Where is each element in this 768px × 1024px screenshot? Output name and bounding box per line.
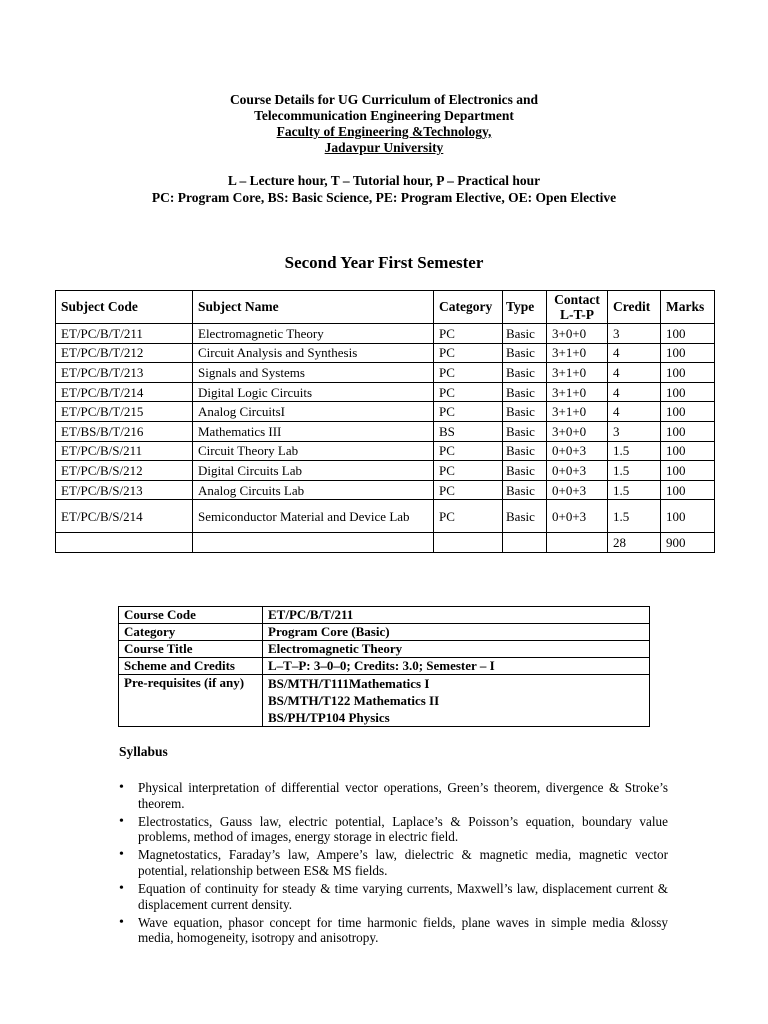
table-row xyxy=(56,500,715,533)
cell-total-marks: 900 xyxy=(661,533,715,553)
course-code-row xyxy=(119,607,650,624)
syllabus-title: Syllabus xyxy=(119,744,168,759)
cell-subject-name: Mathematics III xyxy=(193,421,434,441)
cell-subject-name: Digital Circuits Lab xyxy=(193,461,434,481)
document-header xyxy=(0,92,768,156)
table-row xyxy=(56,461,715,481)
cell-credit: 4 xyxy=(608,343,661,363)
cell-empty xyxy=(56,533,193,553)
cell-subject-code: ET/PC/B/S/214 xyxy=(56,500,193,533)
cell-type: Basic xyxy=(503,343,547,363)
cell-ltp: 3+1+0 xyxy=(547,363,608,383)
header-credit: Credit xyxy=(608,291,661,324)
table-row xyxy=(56,324,715,344)
cell-category: PC xyxy=(434,343,503,363)
syllabus-item: • Physical interpretation of differential vector operations, Green’s theorem, divergence & Stroke’s theorem. xyxy=(138,780,668,811)
cell-credit: 3 xyxy=(608,324,661,344)
header-line-1: Course Details for UG Curriculum of Electronics and xyxy=(229,92,539,107)
header-contact-line-1: Contact xyxy=(554,292,600,307)
table-row xyxy=(56,402,715,422)
cell-ltp: 3+0+0 xyxy=(547,324,608,344)
cell-marks: 100 xyxy=(661,402,715,422)
cell-subject-code: ET/PC/B/T/215 xyxy=(56,402,193,422)
cell-type: Basic xyxy=(503,402,547,422)
cell-marks: 100 xyxy=(661,382,715,402)
cell-ltp: 3+1+0 xyxy=(547,343,608,363)
header-category: Category xyxy=(434,291,503,324)
header-line-2: Telecommunication Engineering Department xyxy=(254,108,514,123)
cell-ltp: 0+0+3 xyxy=(547,480,608,500)
header-line-4: Jadavpur University xyxy=(324,140,444,155)
cell-subject-name: Analog Circuits Lab xyxy=(193,480,434,500)
cell-marks: 100 xyxy=(661,480,715,500)
cell-type: Basic xyxy=(503,421,547,441)
cell-credit: 4 xyxy=(608,363,661,383)
table-row xyxy=(56,382,715,402)
cell-ltp: 3+0+0 xyxy=(547,421,608,441)
cell-subject-code: ET/PC/B/S/211 xyxy=(56,441,193,461)
cell-subject-name: Circuit Analysis and Synthesis xyxy=(193,343,434,363)
cell-subject-code: ET/PC/B/T/214 xyxy=(56,382,193,402)
cell-type: Basic xyxy=(503,480,547,500)
cell-ltp: 3+1+0 xyxy=(547,402,608,422)
cell-category: PC xyxy=(434,500,503,533)
cell-category: PC xyxy=(434,324,503,344)
cell-marks: 100 xyxy=(661,441,715,461)
cell-ltp: 0+0+3 xyxy=(547,461,608,481)
cell-total-credit: 28 xyxy=(608,533,661,553)
cell-category: BS xyxy=(434,421,503,441)
semester-course-table xyxy=(55,290,715,553)
cell-category: PC xyxy=(434,363,503,383)
scheme-value: L–T–P: 3–0–0; Credits: 3.0; Semester – I xyxy=(263,658,650,675)
header-marks: Marks xyxy=(661,291,715,324)
cell-type: Basic xyxy=(503,382,547,402)
table-total-row xyxy=(56,533,715,553)
cell-credit: 4 xyxy=(608,382,661,402)
prerequisites-label: Pre-requisites (if any) xyxy=(119,675,263,727)
prerequisites-value xyxy=(263,675,650,727)
cell-empty xyxy=(193,533,434,553)
cell-category: PC xyxy=(434,441,503,461)
cell-type: Basic xyxy=(503,461,547,481)
cell-subject-name: Electromagnetic Theory xyxy=(193,324,434,344)
table-row xyxy=(56,441,715,461)
header-contact xyxy=(547,291,608,324)
category-row xyxy=(119,624,650,641)
cell-credit: 4 xyxy=(608,402,661,422)
cell-type: Basic xyxy=(503,324,547,344)
cell-ltp: 0+0+3 xyxy=(547,441,608,461)
table-row xyxy=(56,363,715,383)
header-subject-name: Subject Name xyxy=(193,291,434,324)
cell-subject-name: Circuit Theory Lab xyxy=(193,441,434,461)
header-subject-code: Subject Code xyxy=(56,291,193,324)
cell-credit: 3 xyxy=(608,421,661,441)
cell-type: Basic xyxy=(503,500,547,533)
legend-line-2: PC: Program Core, BS: Basic Science, PE: Program Elective, OE: Open Elective xyxy=(151,189,617,205)
cell-subject-name: Signals and Systems xyxy=(193,363,434,383)
cell-subject-code: ET/BS/B/T/216 xyxy=(56,421,193,441)
table-row xyxy=(56,343,715,363)
semester-title: Second Year First Semester xyxy=(284,253,484,272)
header-contact-line-2: L-T-P xyxy=(559,307,594,322)
cell-marks: 100 xyxy=(661,343,715,363)
header-line-3: Faculty of Engineering &Technology, xyxy=(276,124,492,139)
syllabus-item: • Equation of continuity for steady & time varying currents, Maxwell’s law, displacement current & displacement current density. xyxy=(138,881,668,912)
cell-marks: 100 xyxy=(661,363,715,383)
cell-subject-name: Digital Logic Circuits xyxy=(193,382,434,402)
cell-category: PC xyxy=(434,461,503,481)
cell-category: PC xyxy=(434,402,503,422)
table-header-row xyxy=(56,291,715,324)
legend-line-1: L – Lecture hour, T – Tutorial hour, P – Practical hour xyxy=(227,173,541,188)
scheme-label: Scheme and Credits xyxy=(119,658,263,675)
table-row xyxy=(56,421,715,441)
cell-credit: 1.5 xyxy=(608,461,661,481)
cell-subject-code: ET/PC/B/S/213 xyxy=(56,480,193,500)
cell-type: Basic xyxy=(503,363,547,383)
cell-subject-code: ET/PC/B/T/211 xyxy=(56,324,193,344)
prerequisites-row xyxy=(119,675,650,727)
cell-ltp: 0+0+3 xyxy=(547,500,608,533)
cell-category: PC xyxy=(434,480,503,500)
header-type: Type xyxy=(503,291,547,324)
syllabus-item: • Wave equation, phasor concept for time harmonic fields, plane waves in simple media &lossy media, homogeneity, isotropy and anisotropy. xyxy=(138,915,668,946)
scheme-row xyxy=(119,658,650,675)
cell-empty xyxy=(434,533,503,553)
cell-credit: 1.5 xyxy=(608,441,661,461)
cell-empty xyxy=(547,533,608,553)
prerequisite-item: BS/PH/TP104 Physics xyxy=(268,710,390,725)
course-code-value: ET/PC/B/T/211 xyxy=(263,607,650,624)
syllabus-item: • Magnetostatics, Faraday’s law, Ampere’s law, dielectric & magnetic media, magnetic vector potential, relationship between ES& MS fields. xyxy=(138,847,668,878)
prerequisite-item: BS/MTH/T122 Mathematics II xyxy=(268,693,440,708)
cell-credit: 1.5 xyxy=(608,480,661,500)
cell-marks: 100 xyxy=(661,500,715,533)
course-code-label: Course Code xyxy=(119,607,263,624)
course-title-value: Electromagnetic Theory xyxy=(263,641,650,658)
cell-category: PC xyxy=(434,382,503,402)
cell-empty xyxy=(503,533,547,553)
cell-marks: 100 xyxy=(661,421,715,441)
cell-marks: 100 xyxy=(661,461,715,481)
syllabus-list xyxy=(119,780,668,948)
cell-subject-code: ET/PC/B/S/212 xyxy=(56,461,193,481)
abbreviation-legend xyxy=(0,173,768,206)
cell-subject-code: ET/PC/B/T/213 xyxy=(56,363,193,383)
syllabus-item: • Electrostatics, Gauss law, electric potential, Laplace’s & Poisson’s equation, boundary value problems, method of images, energy storage in electric field. xyxy=(138,814,668,845)
cell-subject-code: ET/PC/B/T/212 xyxy=(56,343,193,363)
cell-credit: 1.5 xyxy=(608,500,661,533)
table-row xyxy=(56,480,715,500)
course-title-row xyxy=(119,641,650,658)
course-details-table xyxy=(118,606,650,727)
cell-subject-name: Semiconductor Material and Device Lab xyxy=(193,500,434,533)
cell-ltp: 3+1+0 xyxy=(547,382,608,402)
cell-marks: 100 xyxy=(661,324,715,344)
prerequisite-item: BS/MTH/T111Mathematics I xyxy=(268,676,430,691)
cell-type: Basic xyxy=(503,441,547,461)
category-label: Category xyxy=(119,624,263,641)
category-value: Program Core (Basic) xyxy=(263,624,650,641)
cell-subject-name: Analog CircuitsI xyxy=(193,402,434,422)
course-title-label: Course Title xyxy=(119,641,263,658)
